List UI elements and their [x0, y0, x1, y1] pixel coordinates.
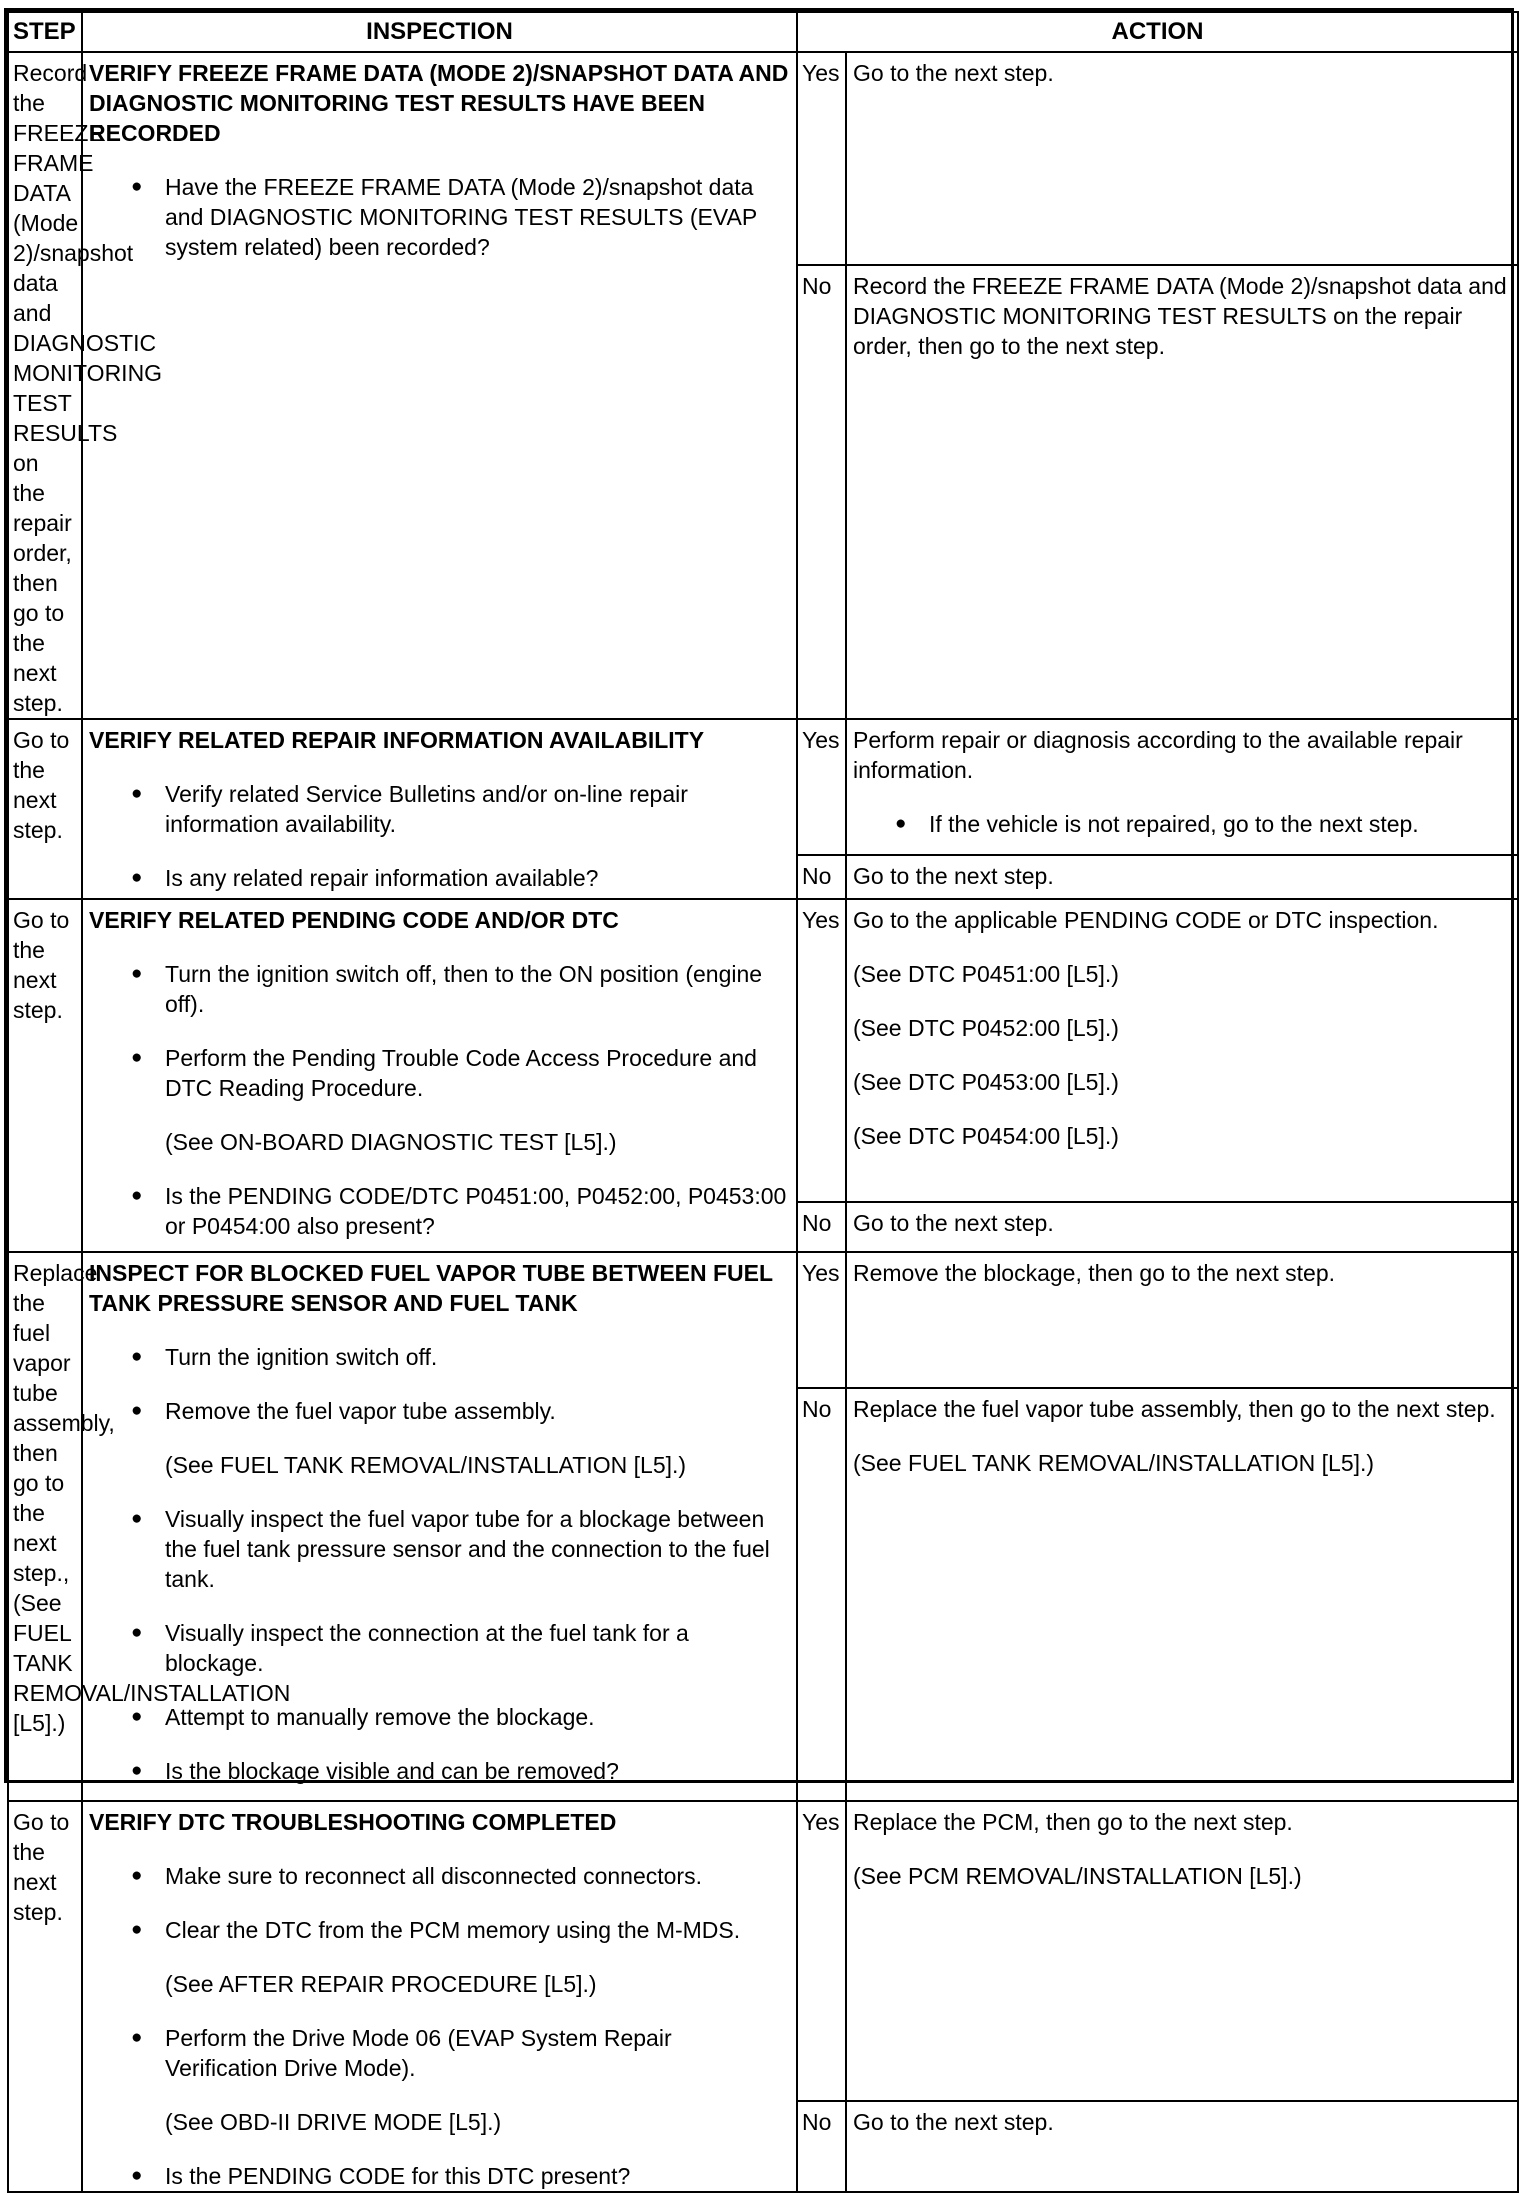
inspection-bullet: ● Turn the ignition switch off. — [89, 1342, 790, 1372]
inspection-bullet: ● Is the blockage visible and can be removed? — [89, 1756, 790, 1786]
action-text: Replace the fuel vapor tube assembly, then go to the next step. — [853, 1396, 1496, 1422]
no-action — [846, 1202, 1518, 1252]
no-label: No — [797, 1202, 846, 1252]
action-reference: (See FUEL TANK REMOVAL/INSTALLATION [L5].) — [853, 1450, 1375, 1476]
reference-note: (See ON-BOARD DIAGNOSTIC TEST [L5].) — [165, 1129, 617, 1155]
step-title: VERIFY RELATED REPAIR INFORMATION AVAILABILITY — [89, 727, 705, 753]
inspection-cell — [82, 719, 797, 899]
action-column-header: ACTION — [797, 12, 1518, 52]
inspection-cell — [82, 52, 797, 719]
inspection-bullet: ● Attempt to manually remove the blockage. — [89, 1702, 790, 1732]
action-text: Replace the PCM, then go to the next step. — [853, 1809, 1293, 1835]
action-text: Perform repair or diagnosis according to the available repair information. — [853, 727, 1463, 783]
step-2-yes-row — [8, 719, 1518, 855]
inspection-cell — [82, 1252, 797, 1801]
yes-action — [846, 1252, 1518, 1388]
action-reference: (See DTC P0451:00 [L5].) — [853, 961, 1119, 987]
inspection-bullet: ● Is the PENDING CODE/DTC P0451:00, P0452:00, P0453:00 or P0454:00 also present? — [89, 1181, 790, 1241]
yes-label: Yes — [797, 1801, 846, 2101]
yes-action — [846, 1801, 1518, 2101]
no-action — [846, 265, 1518, 719]
inspection-bullet: ● Turn the ignition switch off, then to the ON position (engine off). — [89, 959, 790, 1019]
yes-label: Yes — [797, 52, 846, 265]
action-text: Go to the next step. — [853, 2109, 1054, 2135]
no-label: No — [797, 1388, 846, 1801]
action-text: Go to the next step. — [853, 60, 1054, 86]
reference-note: (See AFTER REPAIR PROCEDURE [L5].) — [165, 1971, 597, 1997]
no-label: No — [797, 265, 846, 719]
inspection-bullet: ● Perform the Drive Mode 06 (EVAP System Repair Verification Drive Mode). — [89, 2023, 790, 2083]
yes-label: Yes — [797, 899, 846, 1202]
action-text: Record the FREEZE FRAME DATA (Mode 2)/snapshot data and DIAGNOSTIC MONITORING TEST RESULTS on the repair order, then go to the next step. — [853, 273, 1507, 360]
inspection-bullet: ● Visually inspect the connection at the fuel tank for a blockage. — [89, 1618, 790, 1678]
inspection-bullet: ● Verify related Service Bulletins and/or on-line repair information availability. — [89, 779, 790, 839]
inspection-bullet: ● Have the FREEZE FRAME DATA (Mode 2)/snapshot data and DIAGNOSTIC MONITORING TEST RESULTS (EVAP system related) been recorded? — [89, 172, 790, 262]
yes-label: Yes — [797, 1252, 846, 1388]
action-bullet: ● If the vehicle is not repaired, go to the next step. — [853, 809, 1511, 839]
step-column-header: STEP — [8, 12, 82, 52]
yes-action — [846, 899, 1518, 1202]
no-label: No — [797, 2101, 846, 2192]
reference-note: (See OBD-II DRIVE MODE [L5].) — [165, 2109, 502, 2135]
action-reference: (See PCM REMOVAL/INSTALLATION [L5].) — [853, 1863, 1302, 1889]
action-text: Go to the next step. — [853, 863, 1054, 889]
action-reference: (See DTC P0453:00 [L5].) — [853, 1069, 1119, 1095]
step-number: Go to the next step. — [8, 899, 82, 1252]
inspection-bullet: ● Visually inspect the fuel vapor tube for a blockage between the fuel tank pressure sensor and the connection to the fuel tank. — [89, 1504, 790, 1594]
step-number: Replace the fuel vapor tube assembly, then go to the next step.,(See FUEL TANK REMOVAL/INSTALLATION [L5].) — [8, 1252, 82, 1801]
inspection-bullet: ● Remove the fuel vapor tube assembly. — [89, 1396, 790, 1426]
step-3-yes-row — [8, 899, 1518, 1202]
step-title: VERIFY DTC TROUBLESHOOTING COMPLETED — [89, 1809, 617, 1835]
step-number: Go to the next step. — [8, 1801, 82, 2192]
inspection-column-header: INSPECTION — [82, 12, 797, 52]
action-text: Go to the applicable PENDING CODE or DTC inspection. — [853, 907, 1439, 933]
inspection-bullet: ● Perform the Pending Trouble Code Access Procedure and DTC Reading Procedure. — [89, 1043, 790, 1103]
yes-action — [846, 52, 1518, 265]
inspection-cell — [82, 899, 797, 1252]
inspection-cell — [82, 1801, 797, 2192]
step-number: Record the FREEZE FRAME DATA (Mode 2)/snapshot data and DIAGNOSTIC MONITORING TEST RESULTS on the repair order, then go to the next step. — [8, 52, 82, 719]
yes-label: Yes — [797, 719, 846, 855]
action-reference: (See DTC P0452:00 [L5].) — [853, 1015, 1119, 1041]
step-5-yes-row — [8, 1801, 1518, 2101]
reference-note: (See FUEL TANK REMOVAL/INSTALLATION [L5].) — [165, 1452, 687, 1478]
action-text: Go to the next step. — [853, 1210, 1054, 1236]
no-label: No — [797, 855, 846, 899]
action-reference: (See DTC P0454:00 [L5].) — [853, 1123, 1119, 1149]
step-1-yes-row — [8, 52, 1518, 265]
step-4-yes-row — [8, 1252, 1518, 1388]
step-title: VERIFY FREEZE FRAME DATA (MODE 2)/SNAPSHOT DATA AND DIAGNOSTIC MONITORING TEST RESULTS HAVE BEEN RECORDED — [89, 60, 789, 146]
step-title: INSPECT FOR BLOCKED FUEL VAPOR TUBE BETWEEN FUEL TANK PRESSURE SENSOR AND FUEL TANK — [89, 1260, 773, 1316]
inspection-bullet: ● Is the PENDING CODE for this DTC present? — [89, 2161, 790, 2191]
no-action — [846, 1388, 1518, 1801]
inspection-bullet: ● Clear the DTC from the PCM memory using the M-MDS. — [89, 1915, 790, 1945]
yes-action — [846, 719, 1518, 855]
step-number: Go to the next step. — [8, 719, 82, 899]
inspection-bullet: ● Is any related repair information available? — [89, 863, 790, 893]
action-text: Remove the blockage, then go to the next step. — [853, 1260, 1336, 1286]
diagnostic-procedure-table — [4, 8, 1514, 2189]
no-action — [846, 2101, 1518, 2192]
no-action — [846, 855, 1518, 899]
inspection-bullet: ● Make sure to reconnect all disconnected connectors. — [89, 1861, 790, 1891]
table-header-row — [8, 12, 1518, 52]
step-title: VERIFY RELATED PENDING CODE AND/OR DTC — [89, 907, 619, 933]
